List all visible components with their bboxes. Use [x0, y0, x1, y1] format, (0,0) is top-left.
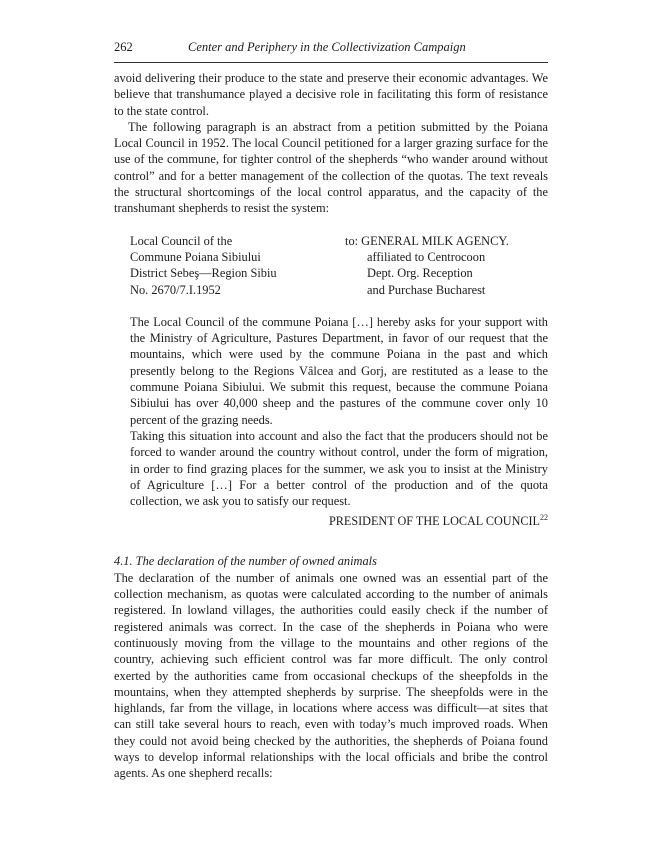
address-line: affiliated to Centrocoon — [367, 249, 486, 264]
body-paragraph: avoid delivering their produce to the state and preserve their economic advantages. We believe that transhumance played a decisive role in facilitating this form of resistance to the state control. — [114, 71, 548, 118]
running-head — [114, 40, 548, 58]
section-heading: 4.1. The declaration of the number of owned animals — [114, 554, 377, 569]
signature-line — [130, 513, 548, 529]
petition-address-block — [130, 233, 548, 298]
book-page — [114, 40, 548, 782]
page-number: 262 — [114, 40, 133, 54]
address-line: Dept. Org. Reception — [367, 266, 473, 281]
signature-text: PRESIDENT OF THE LOCAL COUNCIL — [328, 514, 540, 529]
recipient-address — [345, 233, 548, 298]
quote-paragraph: The Local Council of the commune Poiana […] hereby asks for your support with the Ministry of Agriculture, Pastures Department, in favor of our request that the mountains, which were used by the commune Poiana in the past and which presently belong to the Regions Vâlcea and Gorj, are restituted as a lease to the commune Poiana Sibiului. We submit this request, because the commune Poiana Sibiului has over 40,000 sheep and the pastures of the commune cover only 10 percent of the grazing needs. — [130, 314, 548, 427]
address-line: Commune Poiana Sibiului — [130, 249, 261, 264]
footnote-marker: 22 — [540, 513, 548, 523]
body-paragraph: The following paragraph is an abstract from a petition submitted by the Poiana Local Council in 1952. The local Council petitioned for a larger grazing surface for the use of the commune, for tighter control of the shepherds “who wander around without control” and for a better management of the collection of the quotas. The text reveals the structural shortcomings of the local control apparatus, and the capacity of the transhumant shepherds to resist the system: — [114, 119, 548, 216]
address-line: and Purchase Bucharest — [367, 282, 486, 297]
sender-address — [130, 233, 345, 298]
quote-paragraph: Taking this situation into account and also the fact that the producers should not be forced to wander around the country without control, under the form of migration, in order to find grazing places for the summer, we ask you to insist at the Ministry of Agriculture […] For a better control of the production and of the quota collection, we ask you to satisfy our request. — [130, 428, 548, 509]
header-rule — [114, 62, 548, 63]
address-line: No. 2670/7.I.1952 — [130, 282, 221, 297]
petition-quote — [130, 314, 548, 530]
address-line: District Sebeş—Region Sibiu — [130, 266, 277, 281]
running-title: Center and Periphery in the Collectivization Campaign — [188, 40, 466, 54]
body-paragraph: The declaration of the number of animals one owned was an essential part of the collection mechanism, as quotas were calculated according to the number of animals registered. In lowland villages, the authorities could easily check if the number of registered animals was correct. In the case of the shepherds in Poiana who were continuously moving from the village to the mountains and other regions of the country, achieving such efficient control was far more difficult. The only control exerted by the authorities came from occasional checkups of the sheepfolds in the mountains, when they attempted shepherds by surprise. The sheepfolds were in the highlands, far from the village, in locations where access was difficult—at sites that can still take several hours to reach, even with today’s much improved roads. When they could not avoid being checked by the authorities, the shepherds of Poiana found ways to develop informal relationships with the local officials and bribe the control agents. As one shepherd recalls: — [114, 570, 548, 781]
address-line: Local Council of the — [130, 233, 233, 248]
address-line: to: GENERAL MILK AGENCY. — [345, 233, 509, 248]
